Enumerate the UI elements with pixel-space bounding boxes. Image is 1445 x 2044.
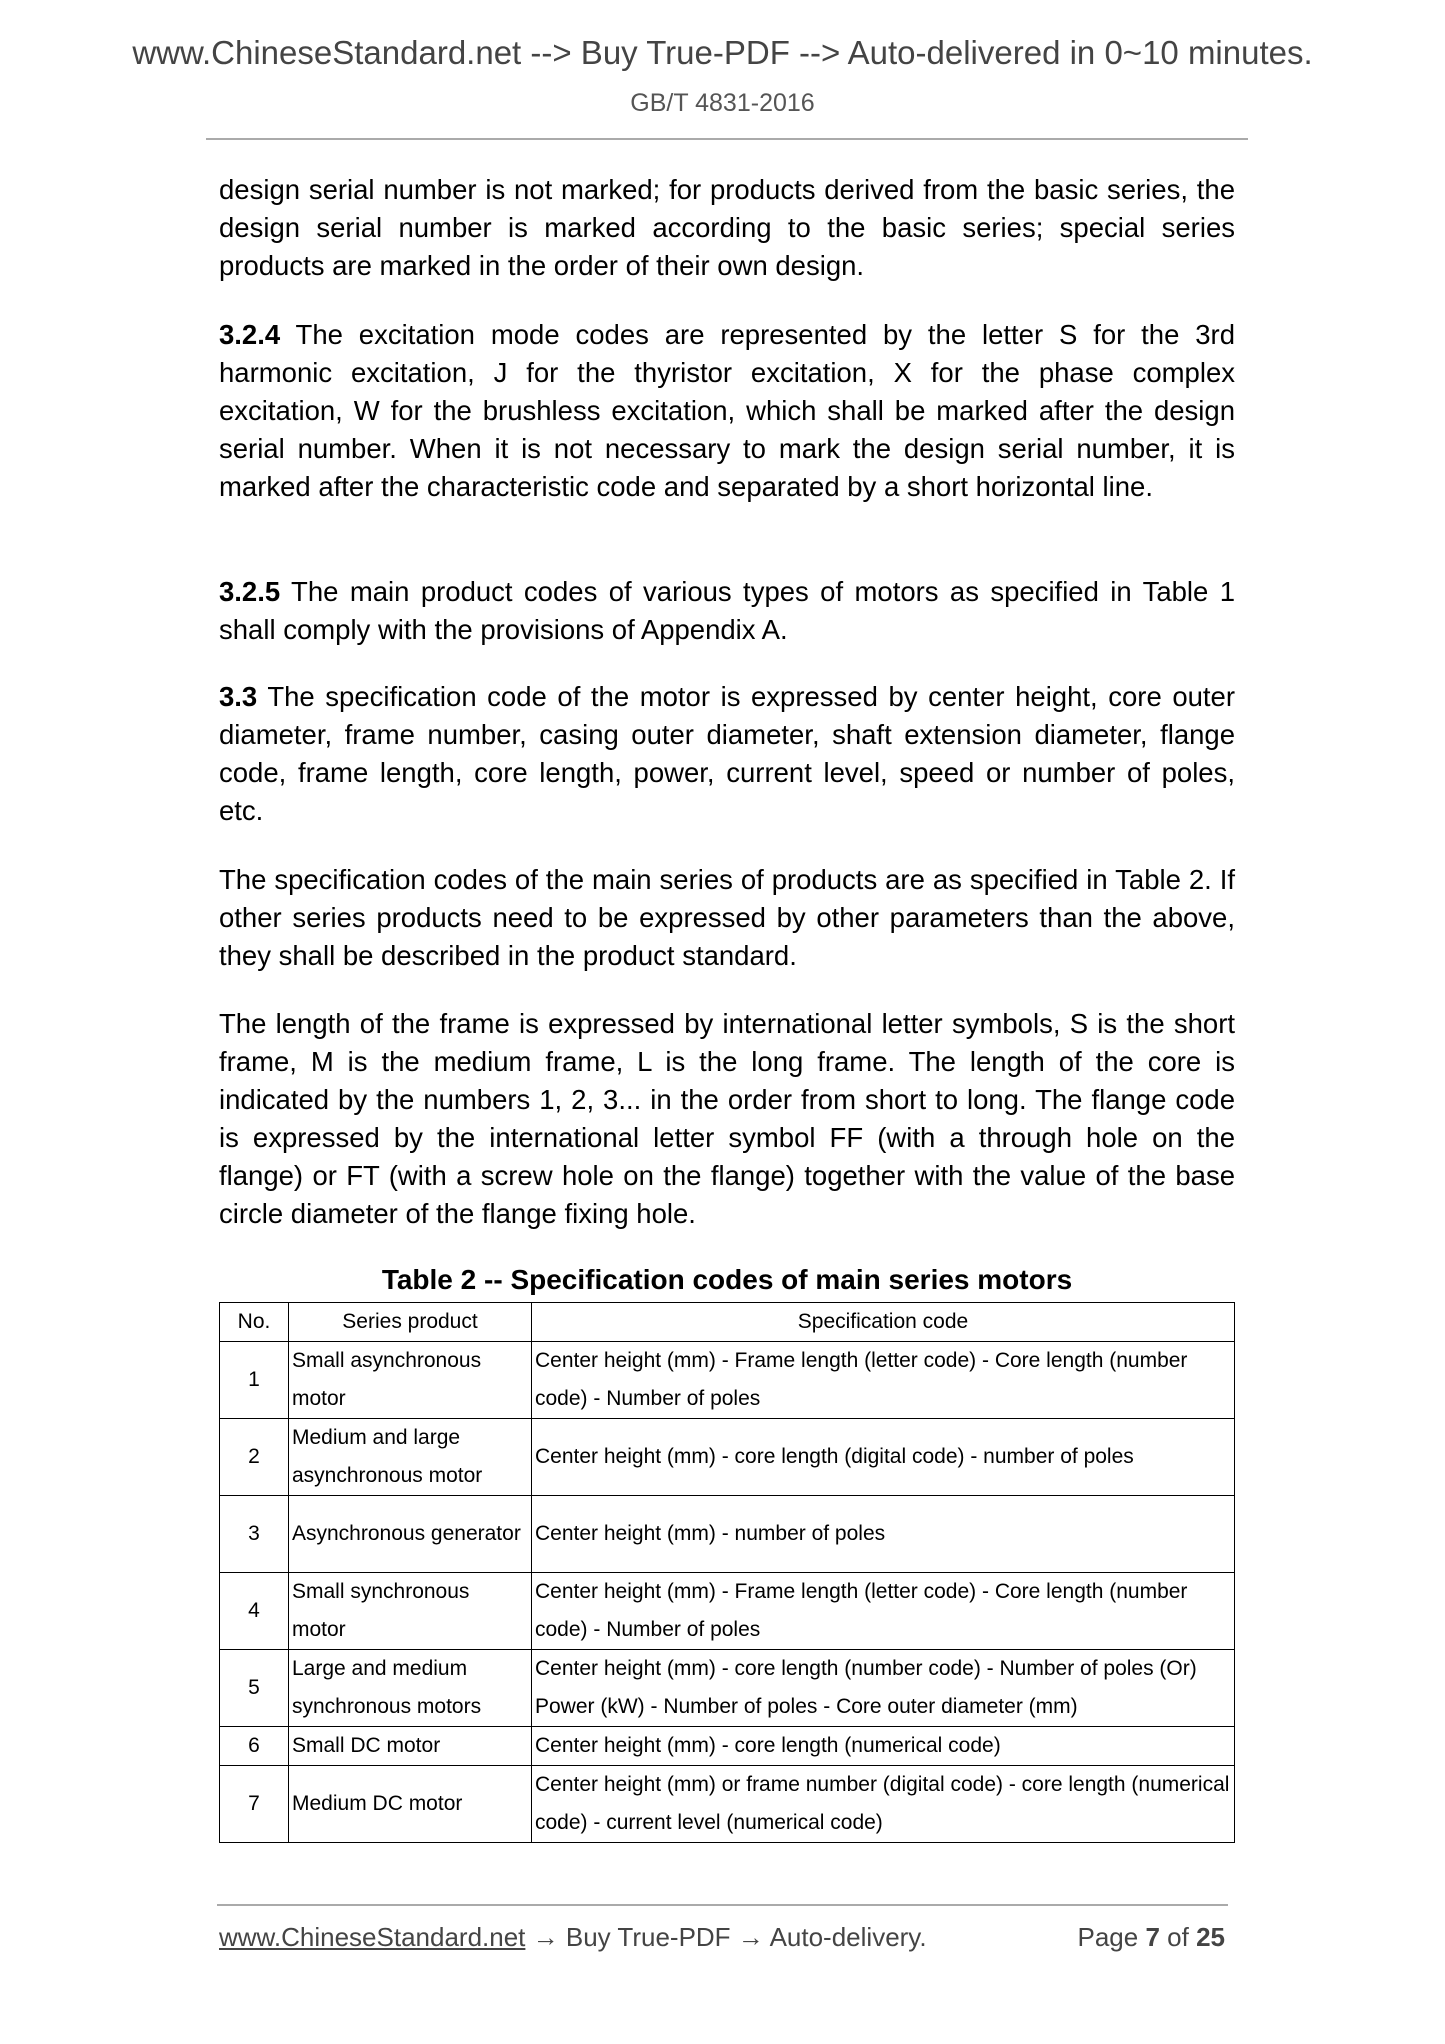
header-no: No. <box>220 1303 289 1342</box>
cell-specification-code: Center height (mm) or frame number (digital code) - core length (numerical code) - current level (numerical code) <box>532 1766 1235 1843</box>
table-caption: Table 2 -- Specification codes of main series motors <box>381 1264 1073 1295</box>
cell-series-product: Asynchronous generator <box>289 1496 532 1573</box>
cell-no: 4 <box>220 1573 289 1650</box>
table-row <box>220 1727 1235 1766</box>
cell-specification-code: Center height (mm) - core length (number code) - Number of poles (Or) Power (kW) - Number of poles - Core outer diameter (mm) <box>532 1650 1235 1727</box>
footer-link[interactable]: www.ChineseStandard.net <box>219 1922 526 1952</box>
paragraph-frame-length: The length of the frame is expressed by international letter symbols, S is the short frame, M is the medium frame, L is the long frame. The length of the core is indicated by the numbers 1, 2, 3... in the order from short to long. The flange code is expressed by the international letter symbol FF (with a through hole on the flange) or FT (with a screw hole on the flange) together with the value of the base circle diameter of the flange fixing hole. <box>219 1008 1235 1229</box>
section-number: 3.3 <box>219 681 258 712</box>
paragraph-3-3: 3.3 The specification code of the motor is expressed by center height, core outer diameter, frame number, casing outer diameter, shaft extension diameter, flange code, frame length, core length, power, current level, speed or number of poles, etc. <box>219 681 1235 826</box>
page-indicator: Page 7 of 25 <box>1077 1922 1225 1952</box>
cell-specification-code: Center height (mm) - core length (numerical code) <box>532 1727 1235 1766</box>
section-number: 3.2.4 <box>219 319 281 350</box>
paragraph-spec-codes: The specification codes of the main series of products are as specified in Table 2. If other series products need to be expressed by other parameters than the above, they shall be described in the product standard. <box>219 864 1235 971</box>
cell-specification-code: Center height (mm) - Frame length (letter code) - Core length (number code) - Number of poles <box>532 1573 1235 1650</box>
cell-specification-code: Center height (mm) - core length (digital code) - number of poles <box>532 1419 1235 1496</box>
section-number: 3.2.5 <box>219 576 281 607</box>
footer-text: → Buy True-PDF → Auto-delivery. <box>525 1922 927 1952</box>
paragraph-continuation: design serial number is not marked; for products derived from the basic series, the design serial number is marked according to the basic series; special series products are marked in the order of their own design. <box>219 174 1235 281</box>
paragraph-3-2-5: 3.2.5 The main product codes of various types of motors as specified in Table 1 shall comply with the provisions of Appendix A. <box>219 576 1235 645</box>
header-specification-code: Specification code <box>532 1303 1235 1342</box>
header-divider <box>206 138 1248 140</box>
table-row <box>220 1342 1235 1419</box>
table-row <box>220 1766 1235 1843</box>
cell-series-product: Small DC motor <box>289 1727 532 1766</box>
page-total: 25 <box>1196 1922 1225 1952</box>
table-row <box>220 1496 1235 1573</box>
page-number: 7 <box>1145 1922 1160 1952</box>
cell-no: 7 <box>220 1766 289 1843</box>
table-row <box>220 1650 1235 1727</box>
paragraph-3-2-4: 3.2.4 The excitation mode codes are represented by the letter S for the 3rd harmonic excitation, J for the thyristor excitation, X for the phase complex excitation, W for the brushless excitation, which shall be marked after the design serial number. When it is not necessary to mark the design serial number, it is marked after the characteristic code and separated by a short horizontal line. <box>219 319 1235 502</box>
cell-series-product: Medium DC motor <box>289 1766 532 1843</box>
cell-specification-code: Center height (mm) - Frame length (letter code) - Core length (number code) - Number of poles <box>532 1342 1235 1419</box>
spec-code-table <box>219 1302 1235 1843</box>
footer-divider <box>217 1904 1228 1906</box>
cell-series-product: Small asynchronous motor <box>289 1342 532 1419</box>
cell-series-product: Small synchronous motor <box>289 1573 532 1650</box>
table-row <box>220 1419 1235 1496</box>
header-series-product: Series product <box>289 1303 532 1342</box>
cell-no: 3 <box>220 1496 289 1573</box>
cell-no: 2 <box>220 1419 289 1496</box>
header-banner: www.ChineseStandard.net --> Buy True-PDF --> Auto-delivered in 0~10 minutes. <box>132 34 1313 71</box>
table-row <box>220 1573 1235 1650</box>
cell-specification-code: Center height (mm) - number of poles <box>532 1496 1235 1573</box>
cell-no: 1 <box>220 1342 289 1419</box>
footer <box>219 1922 1225 1953</box>
cell-no: 5 <box>220 1650 289 1727</box>
table-header-row <box>220 1303 1235 1342</box>
cell-series-product: Medium and large asynchronous motor <box>289 1419 532 1496</box>
document-id: GB/T 4831-2016 <box>630 89 815 117</box>
cell-no: 6 <box>220 1727 289 1766</box>
cell-series-product: Large and medium synchronous motors <box>289 1650 532 1727</box>
